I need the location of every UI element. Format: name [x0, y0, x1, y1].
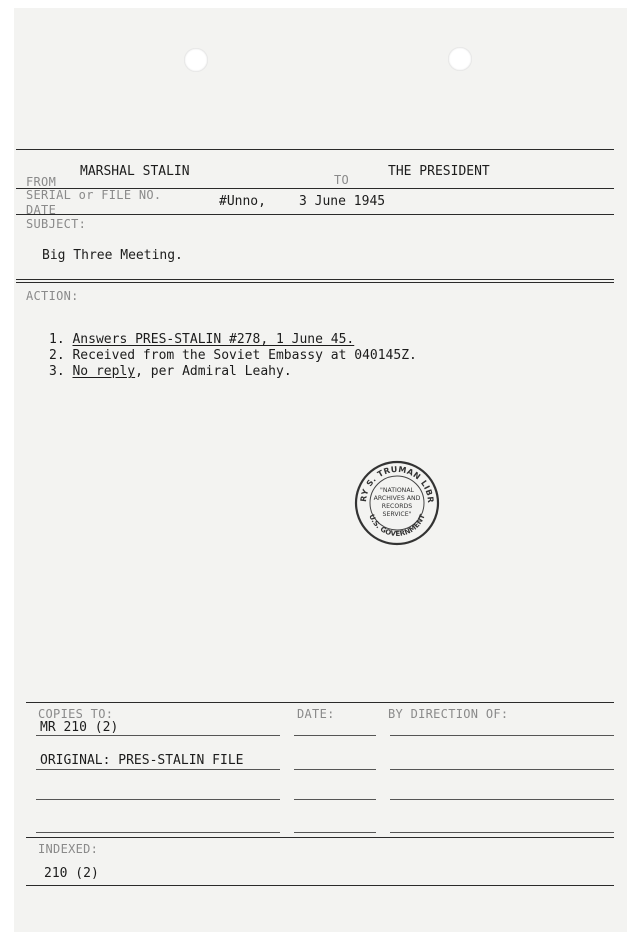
direction-rule [390, 769, 614, 770]
header-top-rule [16, 149, 614, 150]
action-item-text: Received from the Soviet Embassy at 040145Z. [72, 348, 417, 363]
serial-label: SERIAL or FILE NO. [26, 188, 162, 202]
action-item-underlined: No reply [72, 364, 136, 379]
direction-rule [390, 735, 614, 736]
indexed-bottom-rule [26, 885, 614, 886]
indexed-top-rule [26, 837, 614, 838]
punch-hole-right [448, 47, 472, 71]
from-label: FROM [26, 175, 57, 189]
footer-top-rule [26, 702, 614, 703]
action-label: ACTION: [26, 289, 79, 303]
stamp-inner-line: "NATIONAL [379, 487, 415, 494]
from-value: MARSHAL STALIN [80, 164, 190, 179]
to-value: THE PRESIDENT [388, 164, 490, 179]
date-row-rule [16, 214, 614, 215]
blank-rule [390, 832, 614, 833]
action-item-underlined: Answers PRES-STALIN #278, 1 June 45. [72, 332, 355, 347]
document-page [14, 8, 627, 932]
stamp-inner-line: SERVICE" [382, 511, 412, 518]
serial-value: #Unno, [219, 194, 266, 209]
stamp-outer-text: RY S. TRUMAN LIBR [358, 464, 436, 504]
stamp-bottom-text: U.S. GOVERNMENT [367, 513, 427, 539]
blank-rule [390, 799, 614, 800]
copies-label: COPIES TO: [38, 707, 114, 721]
copies-rule [36, 735, 280, 736]
date-rule [294, 735, 376, 736]
blank-rule [294, 799, 376, 800]
action-item-number: 1. [49, 332, 65, 347]
subject-rule-2 [16, 282, 614, 283]
indexed-label: INDEXED: [38, 842, 99, 856]
action-item-text: , per Admiral Leahy. [135, 364, 292, 379]
original-rule [36, 769, 280, 770]
date-rule [294, 769, 376, 770]
original-value: ORIGINAL: PRES-STALIN FILE [40, 753, 244, 768]
subject-value: Big Three Meeting. [42, 248, 183, 263]
to-label: TO [334, 173, 350, 187]
blank-rule [36, 832, 280, 833]
blank-rule [294, 832, 376, 833]
action-item-number: 3. [49, 364, 65, 379]
copies-value: MR 210 (2) [40, 720, 119, 735]
footer-date-label: DATE: [297, 707, 335, 721]
date-label: DATE [26, 203, 57, 217]
action-item [49, 332, 354, 347]
blank-rule [36, 799, 280, 800]
direction-label: BY DIRECTION OF: [388, 707, 509, 721]
punch-hole-left [184, 48, 208, 72]
indexed-value: 210 (2) [44, 866, 99, 881]
date-value: 3 June 1945 [299, 194, 386, 209]
action-item [49, 348, 417, 363]
stamp-inner-line: ARCHIVES AND [373, 495, 421, 502]
archive-stamp [354, 460, 440, 546]
action-item [49, 364, 292, 379]
subject-label: SUBJECT: [26, 217, 87, 231]
subject-rule-1 [16, 279, 614, 280]
stamp-inner-line: RECORDS [381, 503, 413, 510]
action-item-number: 2. [49, 348, 65, 363]
